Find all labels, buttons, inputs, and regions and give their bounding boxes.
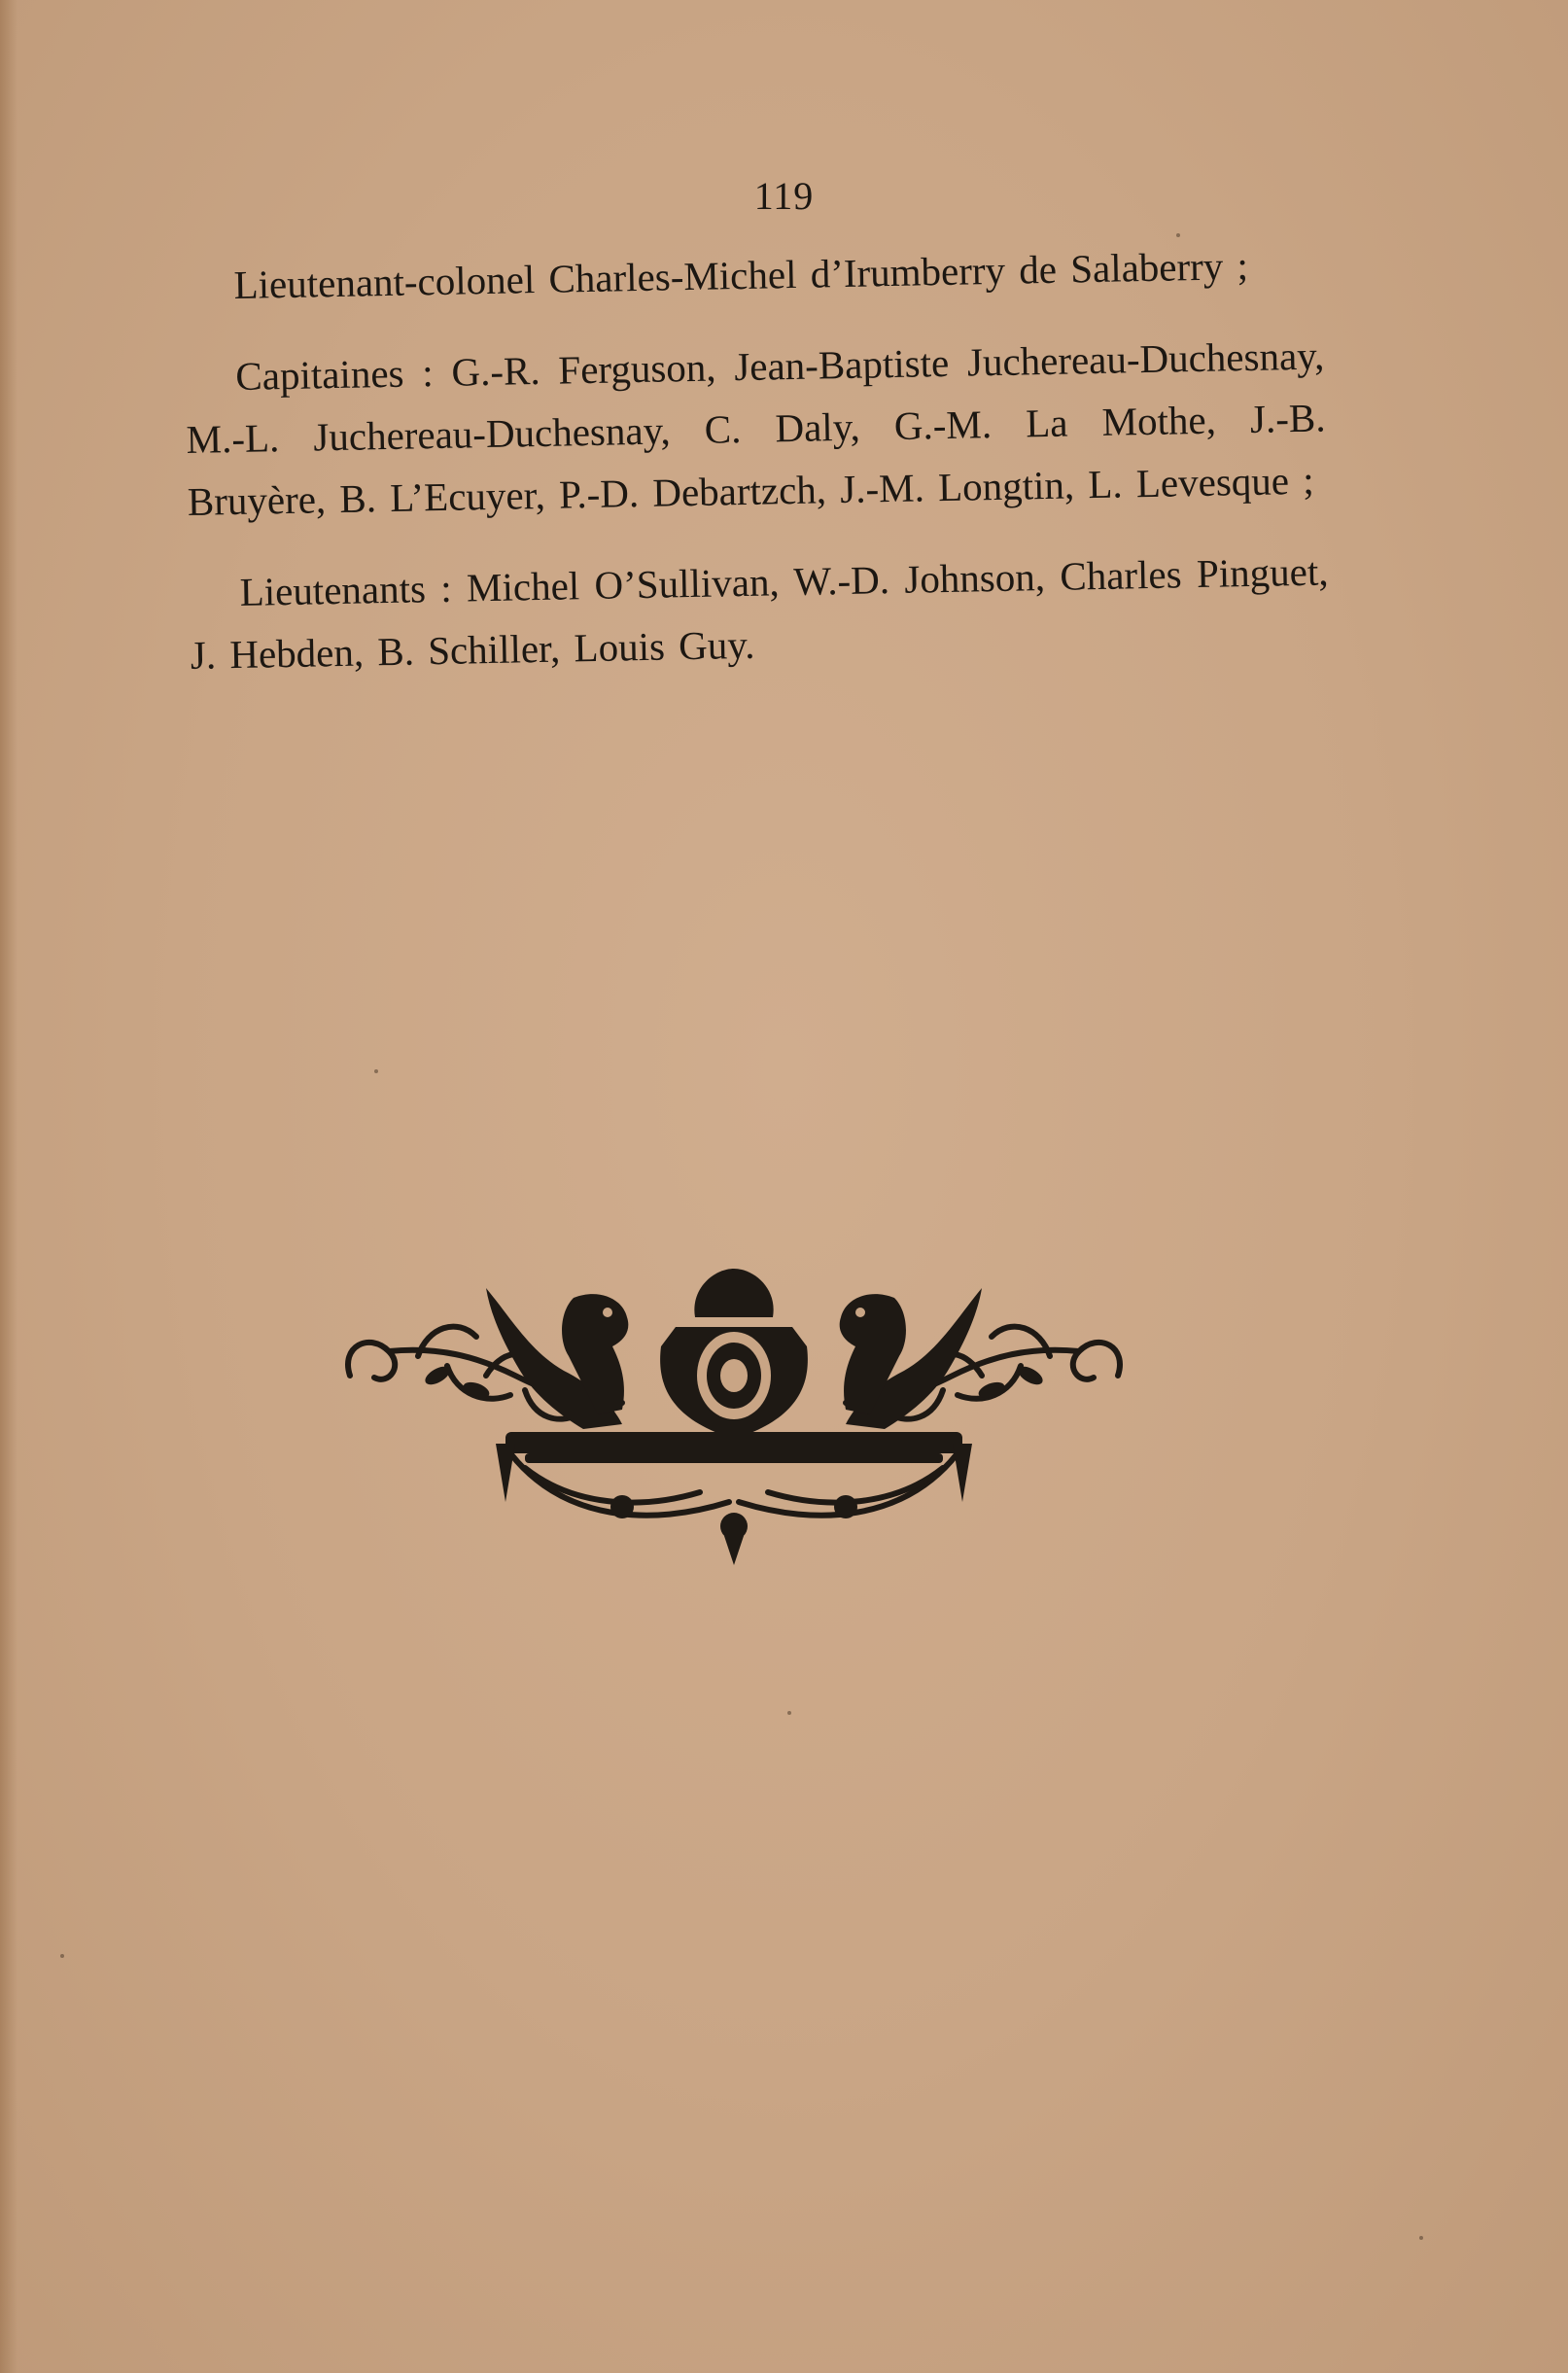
names-text: Michel O’Sullivan, W.-D. Johnson, Charles Pinguet, J. Hebden, B. Schiller, Louis Guy. <box>190 548 1329 678</box>
paragraph-capitaines <box>185 324 1327 532</box>
paper-speck <box>1176 233 1180 237</box>
rank-label: Lieutenant-colonel <box>233 257 536 307</box>
page-number: 119 <box>753 174 815 218</box>
paper-speck <box>1419 2236 1423 2240</box>
paper-speck <box>60 1954 64 1958</box>
heraldic-ornament-icon <box>331 1259 1137 1570</box>
paragraph-lieutenants <box>189 540 1330 685</box>
rank-label: Lieutenants : <box>239 565 453 614</box>
paper-speck <box>374 1069 378 1073</box>
paper-speck <box>787 1711 791 1715</box>
officer-list <box>183 233 1331 715</box>
paragraph-lieutenant-colonel <box>183 233 1323 317</box>
names-text: Charles-Michel d’Irumberry de Salaberry ; <box>534 242 1249 302</box>
names-text: G.-R. Ferguson, Jean-Baptiste Juchereau-Duchesnay, M.-L. Juchereau-Duchesnay, C. Daly, G.-M. La Mothe, J.-B. Bruyère, B. L’Ecuyer, P.-D. Debartzch, J.-M. Longtin, L. Levesque ; <box>186 332 1326 524</box>
rank-label: Capitaines : <box>234 350 435 399</box>
